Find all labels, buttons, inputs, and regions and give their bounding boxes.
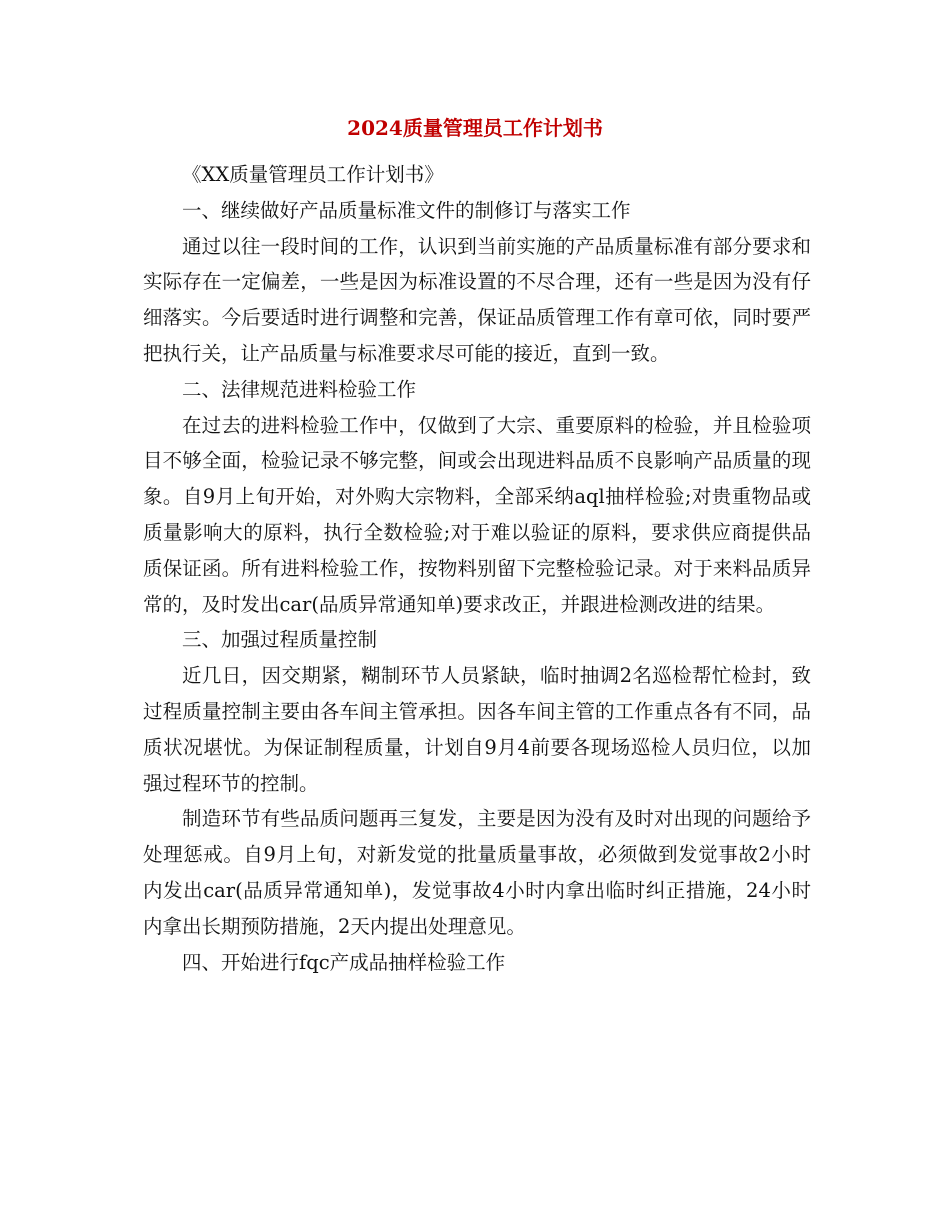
section-heading-3: 三、加强过程质量控制 xyxy=(182,628,378,652)
section-heading-4: 四、开始进行fqc产成品抽样检验工作 xyxy=(182,950,506,974)
section-3-paragraph-2: 制造环节有些品质问题再三复发，主要是因为没有及时对出现的问题给予处理惩戒。自9月上旬，对新发觉的批量质量事故，必须做到发觉事故2小时内发出car(品质异常通知单)，发觉事故4小时内拿出临时纠正措施，24小时内拿出长期预防措施，2天内提出处理意见。 xyxy=(143,807,811,938)
document-subtitle: 《XX质量管理员工作计划书》 xyxy=(182,163,444,186)
section-1-paragraph-1: 通过以往一段时间的工作，认识到当前实施的产品质量标准有部分要求和实际存在一定偏差，一些是因为标准设置的不尽合理，还有一些是因为没有仔细落实。今后要适时进行调整和完善，保证品质管理工作有章可依，同时要严把执行关，让产品质量与标准要求尽可能的接近，直到一致。 xyxy=(143,234,811,365)
section-2-paragraph-1: 在过去的进料检验工作中，仅做到了大宗、重要原料的检验，并且检验项目不够全面，检验记录不够完整，间或会出现进料品质不良影响产品质量的现象。自9月上旬开始，对外购大宗物料，全部采纳aql抽样检验;对贵重物品或质量影响大的原料，执行全数检验;对于难以验证的原料，要求供应商提供品质保证函。所有进料检验工作，按物料别留下完整检验记录。对于来料品质异常的，及时发出car(品质异常通知单)要求改正，并跟进检测改进的结果。 xyxy=(143,413,811,616)
section-3-paragraph-1: 近几日，因交期紧，糊制环节人员紧缺，临时抽调2名巡检帮忙检封，致过程质量控制主要由各车间主管承担。因各车间主管的工作重点各有不同，品质状况堪忧。为保证制程质量，计划自9月4前要各现场巡检人员归位，以加强过程环节的控制。 xyxy=(143,664,811,795)
section-heading-2: 二、法律规范进料检验工作 xyxy=(182,377,417,401)
document-title: 2024质量管理员工作计划书 xyxy=(347,116,603,140)
section-heading-1: 一、继续做好产品质量标准文件的制修订与落实工作 xyxy=(182,198,631,222)
document-body xyxy=(143,157,811,980)
